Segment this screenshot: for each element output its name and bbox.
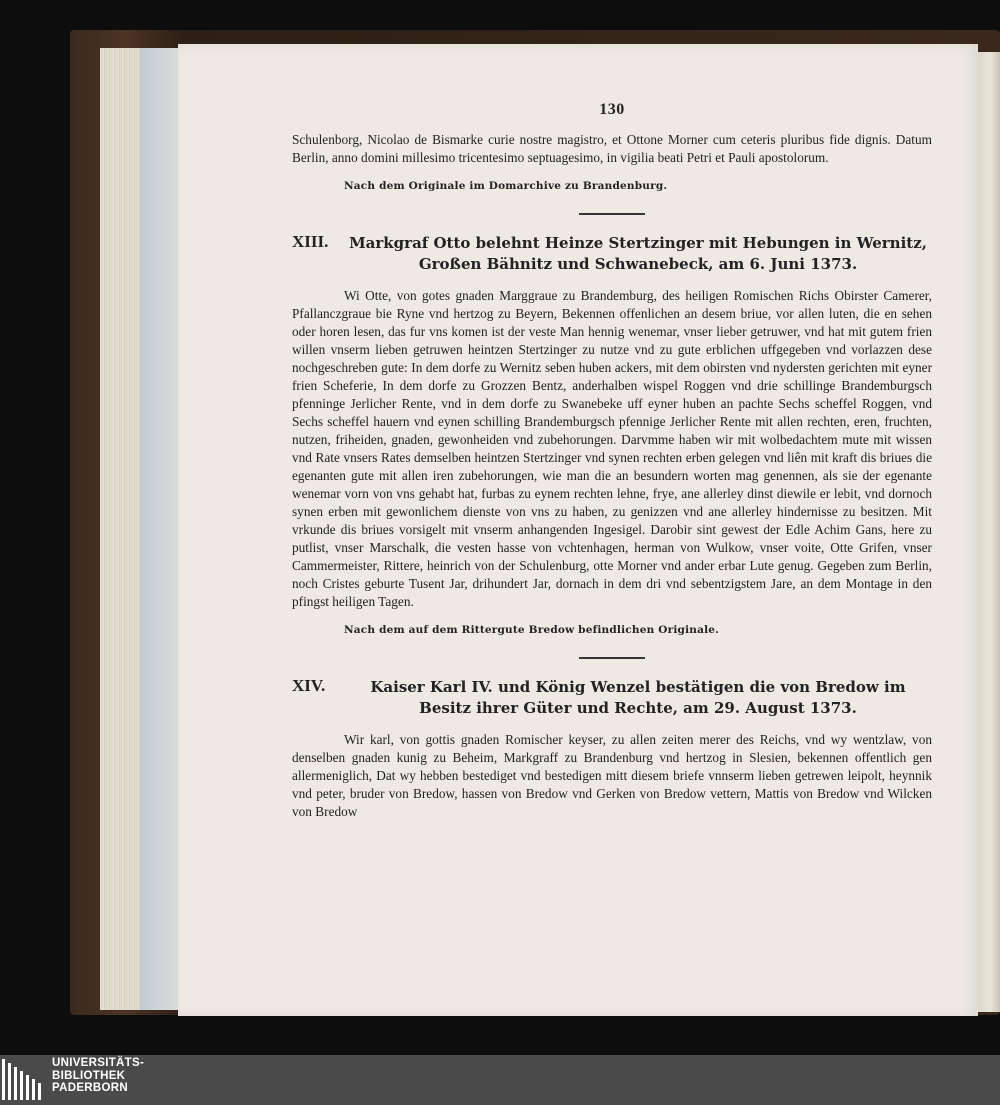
intro-source-note: Nach dem Originale im Domarchive zu Brandenburg. xyxy=(344,180,668,192)
library-logo-icon xyxy=(2,1057,42,1102)
section-source-note: Nach dem auf dem Rittergute Bredow befindlichen Originale. xyxy=(344,624,720,636)
section-number: XIV. xyxy=(292,676,326,695)
page-content xyxy=(292,95,932,821)
library-footer-bar xyxy=(0,1055,1000,1105)
section-divider xyxy=(579,657,645,659)
library-name xyxy=(52,1057,144,1095)
section-title: Kaiser Karl IV. und König Wenzel bestätigen die von Bredow im Besitz ihrer Güter und Rechte, am 29. August 1373. xyxy=(370,678,906,717)
section-heading-xiii xyxy=(292,233,932,275)
section-number: XIII. xyxy=(292,232,329,251)
section-body: Wir karl, von gottis gnaden Romischer keyser, zu allen zeiten merer des Reichs, vnd wy wentzlaw, von denselben gnaden kunig zu Beheim, Markgraff zu Brandenburg vnd hertzog in Slesien, bekennen offentlich gen allermeniglich, Dat wy hebben bestediget vnd bestedigen mitt diesem briefe vnnserm lieben getrewen leipolt, heynnik vnd peter, bruder von Bredow, hassen von Bredow vnd Gerken von Bredow vettern, Mattis von Bredow vnd Wilcken von Bredow xyxy=(292,732,932,819)
section-divider xyxy=(579,213,645,215)
section-title: Markgraf Otto belehnt Heinze Stertzinger mit Hebungen in Wernitz, Großen Bähnitz und Schwanebeck, am 6. Juni 1373. xyxy=(349,234,927,273)
page-number: 130 xyxy=(599,101,625,118)
right-page-edge xyxy=(975,52,1000,1012)
library-name-line: BIBLIOTHEK xyxy=(52,1069,126,1082)
section-heading-xiv xyxy=(292,677,932,719)
intro-paragraph: Schulenborg, Nicolao de Bismarke curie nostre magistro, et Ottone Morner cum ceteris pluribus fide dignis. Datum Berlin, anno domini millesimo tricentesimo septuagesimo, in vigilia beati Petri et Pauli apostolorum. xyxy=(292,132,932,165)
library-name-line: PADERBORN xyxy=(52,1082,128,1094)
library-name-line: UNIVERSITÄTS- xyxy=(52,1057,145,1069)
section-body: Wi Otte, von gotes gnaden Marggraue zu Brandemburg, des heiligen Romischen Richs Obirster Camerer, Pfallanczgraue bie Ryne vnd hertzog zu Beyern, Bekennen offenlichen an desem briue, vor allen luten, die en sehen oder horen lesen, das fur vns komen ist der veste Man hennig wenemar, vnser lieber getruwer, vnd hat mit gutem frien willen vnserm lieben getruwen heintzen Stertzinger zu nutze vnd zu gute erblichen uffgegeben vnd vorlazzen dese nochgeschreben gute: In dem dorfe zu Wernitz seben huben ackers, mit dem obirsten vnd nydersten gerichten mit eyner frien Scheferie, In dem dorfe zu Grozzen Bentz, anderhalben wispel Roggen vnd drie schillinge Brandemburgsch pfenninge Jerlicher Rente, vnd in dem dorfe zu Swanebeke uff eyner huben an pachte Sechs scheffel Roggen, vnd Sechs scheffel hauern vnd eynen schilling Brandemburgsch pfennige Jerlicher Rente mit allen rechten, eren, fruchten, nutzen, friheiden, gnaden, gewonheiden vnd zubehorungen. Darvmme haben wir mit wolbedachtem mute mit wissen vnd Rate vnsers Rates demselben heintzen Stertzinger vnd synen rechten erben gelegen vnd liên mit kraft dis briues die egenanten gute mit allen iren zubehorungen, wie man die an besundern worten mag genennen, als sie der egenante wenemar vorn von vns gehabt hat, furbas zu eynem rechten lehne, frye, ane allerley dinst diewile er lebit, vnd dornoch synen erben mit gewonlichem dienste von vns zu haben, zu genizzen vnd ane allerley hindernisse zu besitzen. Mit vrkunde dis briues vorsigelt mit vnserm anhangenden Ingesigel. Darobir sint gewest der Edle Achim Gans, here zu putlist, vnser Marschalk, die vesten hasse von vchtenhagen, herman von Wulkow, vnser voite, Otte Grifen, vnser Cammermeister, Rittere, heinrich von der Schulenburg, otte Morner vnd ander erbar Lute genug. Gegeben zum Berlin, noch Cristes geburte Tusent Jar, drihundert Jar, dornach in dem dri vnd sebentzigstem Jare, an dem Montage in den pfingst heiligen Tagen. xyxy=(292,288,932,609)
